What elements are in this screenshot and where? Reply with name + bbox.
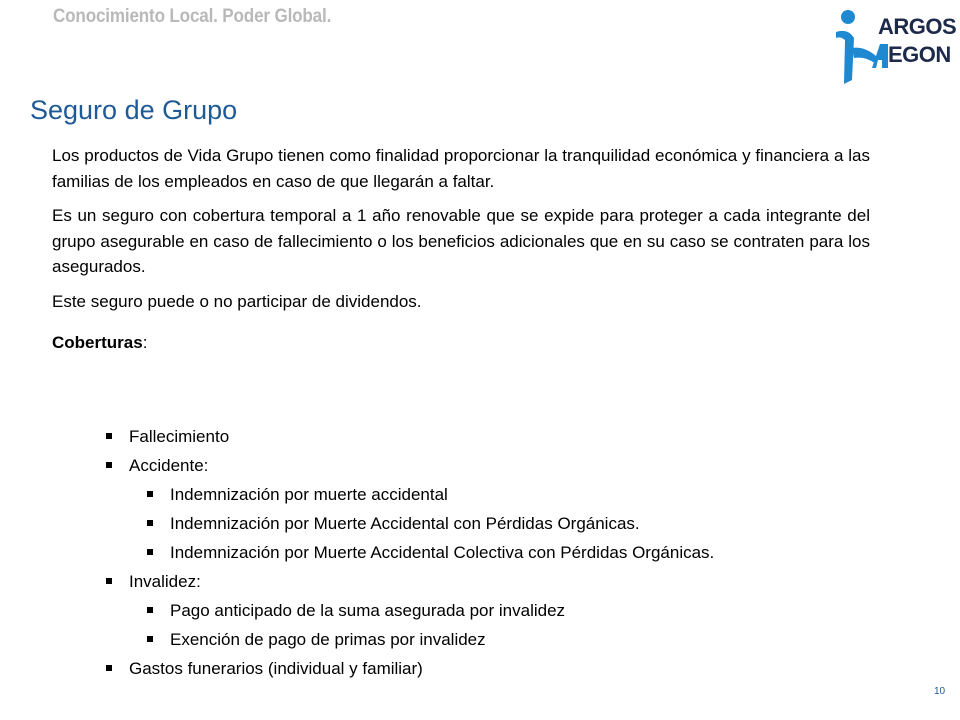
- coverage-heading: [52, 330, 870, 356]
- argos-aegon-logo: [830, 8, 955, 86]
- bullet-icon: [147, 549, 153, 555]
- bullet-icon: [147, 636, 153, 642]
- page-number: 10: [934, 686, 946, 697]
- bullet-icon: [106, 665, 112, 671]
- coverage-label: Coberturas: [52, 333, 143, 352]
- tagline: Conocimiento Local. Poder Global.: [53, 6, 332, 27]
- bullet-icon: [147, 607, 153, 613]
- slide-body: [52, 143, 870, 356]
- bullet-icon: [147, 491, 153, 497]
- bullet-icon: [106, 578, 112, 584]
- coverage-list: Fallecimiento Accidente: Indemnización por muerte accidental Indemnización por Muerte Accidental con Pérdidas Orgánicas. Indemnización por Muerte Accidental Colectiva con Pérdidas Orgánicas. Invalidez: Pago anticipado de la suma asegurada por invalidez Exención de pago de primas por invalidez Gastos funerarios (individual y familiar): [106, 424, 147, 685]
- logo-text-egon: EGON: [888, 42, 951, 67]
- coverage-colon: :: [142, 333, 148, 352]
- bullet-icon: [106, 462, 112, 468]
- paragraph-3: Este seguro puede o no participar de dividendos.: [52, 291, 422, 311]
- slide-title: Seguro de Grupo: [30, 95, 238, 125]
- list-item: Fallecimiento: [106, 424, 147, 453]
- bullet-icon: [106, 433, 112, 439]
- paragraph-2: Es un seguro con cobertura temporal a 1 año renovable que se expide para proteger a cada integrante del grupo asegurable en caso de fallecimiento o los beneficios adicionales que en su caso se contraten para los asegurados.: [52, 206, 870, 276]
- paragraph-1: Los productos de Vida Grupo tienen como finalidad proporcionar la tranquilidad económica y financiera a las familias de los empleados en caso de que llegarán a faltar.: [52, 146, 870, 191]
- bullet-icon: [147, 520, 153, 526]
- list-item: Gastos funerarios (individual y familiar): [106, 656, 147, 685]
- list-item: Invalidez:: [106, 569, 147, 598]
- logo-a-mark-icon: [870, 42, 888, 68]
- logo-text-argos: ARGOS: [878, 14, 957, 39]
- list-item: Accidente:: [106, 453, 147, 482]
